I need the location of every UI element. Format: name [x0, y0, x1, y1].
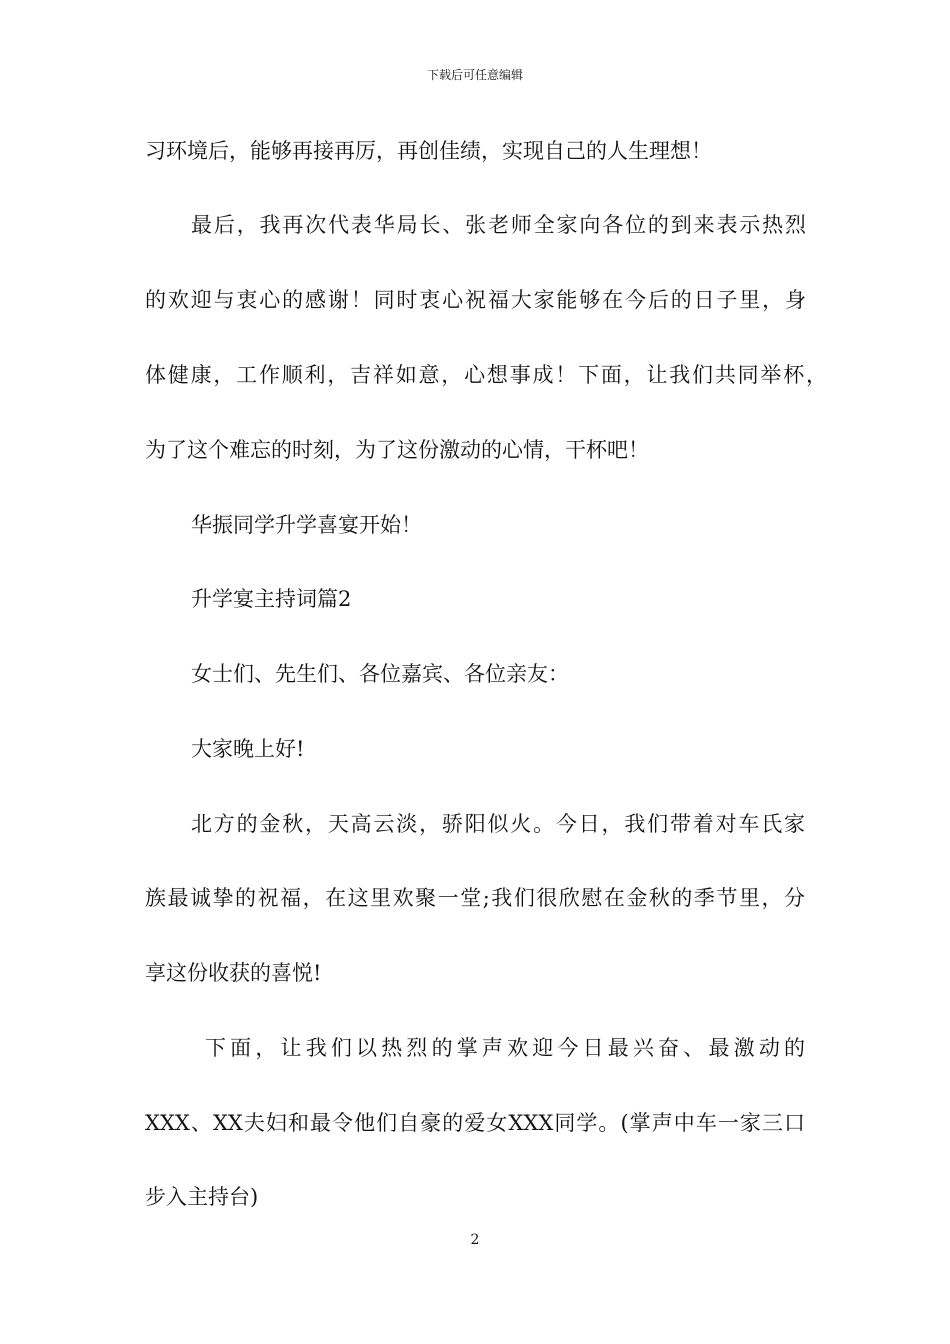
text-line: 享这份收获的喜悦!: [145, 961, 322, 985]
text-line: 族最诚挚的祝福，在这里欢聚一堂;我们很欣慰在金秋的季节里，分: [145, 886, 805, 910]
text-line: 大家晚上好!: [191, 737, 305, 761]
text-line: 华振同学升学喜宴开始！: [191, 513, 422, 537]
section-heading: 升学宴主持词篇2: [191, 587, 352, 611]
text-line: 体健康，工作顺利，吉祥如意，心想事成！下面，让我们共同举杯，: [145, 363, 827, 387]
text-line: 习环境后，能够再接再厉，再创佳绩，实现自己的人生理想！: [145, 139, 712, 163]
text-line: 下面，让我们以热烈的掌声欢迎今日最兴奋、最激动的: [205, 1036, 805, 1060]
text-line: 最后，我再次代表华局长、张老师全家向各位的到来表示热烈: [191, 213, 806, 237]
text-line: 的欢迎与衷心的感谢！同时衷心祝福大家能够在今后的日子里，身: [145, 288, 806, 312]
page-header: 下载后可任意编辑: [426, 68, 523, 82]
text-line: XXX、XX夫妇和最令他们自豪的爱女XXX同学。(掌声中车一家三口: [145, 1111, 805, 1135]
text-line: 为了这个难忘的时刻，为了这份激动的心情，干杯吧！: [145, 438, 649, 462]
page-number: 2: [470, 1232, 480, 1248]
text-line: 北方的金秋，天高云淡，骄阳似火。今日，我们带着对车氏家: [191, 812, 805, 836]
text-line: 步入主持台): [145, 1185, 259, 1209]
text-line: 女士们、先生们、各位嘉宾、各位亲友：: [191, 662, 569, 686]
